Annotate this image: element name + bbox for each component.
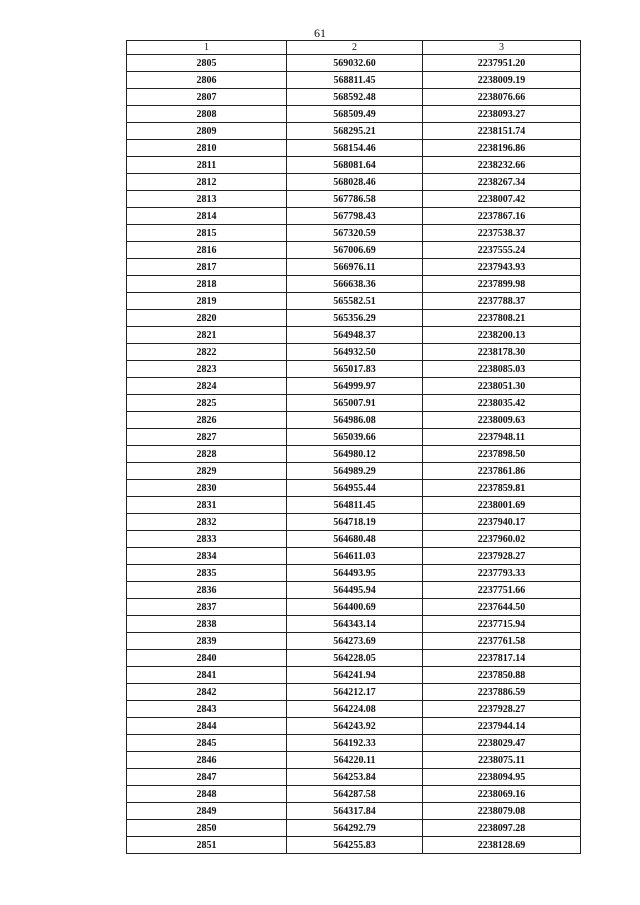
column-header-3: 3 xyxy=(423,41,581,55)
point-number-cell: 2848 xyxy=(127,786,287,803)
y-coordinate-cell: 2238007.42 xyxy=(423,191,581,208)
point-number-cell: 2832 xyxy=(127,514,287,531)
table-row xyxy=(127,565,581,582)
point-number-cell: 2821 xyxy=(127,327,287,344)
y-coordinate-cell: 2237960.02 xyxy=(423,531,581,548)
table-row xyxy=(127,378,581,395)
point-number-cell: 2815 xyxy=(127,225,287,242)
x-coordinate-cell: 564400.69 xyxy=(287,599,423,616)
point-number-cell: 2828 xyxy=(127,446,287,463)
point-number-cell: 2845 xyxy=(127,735,287,752)
y-coordinate-cell: 2238093.27 xyxy=(423,106,581,123)
table-row xyxy=(127,293,581,310)
point-number-cell: 2830 xyxy=(127,480,287,497)
point-number-cell: 2838 xyxy=(127,616,287,633)
y-coordinate-cell: 2237793.33 xyxy=(423,565,581,582)
y-coordinate-cell: 2237859.81 xyxy=(423,480,581,497)
x-coordinate-cell: 564718.19 xyxy=(287,514,423,531)
x-coordinate-cell: 565582.51 xyxy=(287,293,423,310)
table-row xyxy=(127,616,581,633)
header-row xyxy=(127,41,581,55)
point-number-cell: 2849 xyxy=(127,803,287,820)
x-coordinate-cell: 564955.44 xyxy=(287,480,423,497)
y-coordinate-cell: 2238001.69 xyxy=(423,497,581,514)
y-coordinate-cell: 2238009.19 xyxy=(423,72,581,89)
x-coordinate-cell: 564680.48 xyxy=(287,531,423,548)
y-coordinate-cell: 2237715.94 xyxy=(423,616,581,633)
x-coordinate-cell: 564493.95 xyxy=(287,565,423,582)
table-row xyxy=(127,429,581,446)
point-number-cell: 2808 xyxy=(127,106,287,123)
x-coordinate-cell: 564999.97 xyxy=(287,378,423,395)
point-number-cell: 2816 xyxy=(127,242,287,259)
y-coordinate-cell: 2238267.34 xyxy=(423,174,581,191)
y-coordinate-cell: 2238128.69 xyxy=(423,837,581,854)
table-row xyxy=(127,463,581,480)
y-coordinate-cell: 2237817.14 xyxy=(423,650,581,667)
page-number: 61 xyxy=(314,26,326,40)
point-number-cell: 2823 xyxy=(127,361,287,378)
point-number-cell: 2810 xyxy=(127,140,287,157)
x-coordinate-cell: 564292.79 xyxy=(287,820,423,837)
point-number-cell: 2835 xyxy=(127,565,287,582)
y-coordinate-cell: 2237928.27 xyxy=(423,701,581,718)
point-number-cell: 2829 xyxy=(127,463,287,480)
table-row xyxy=(127,718,581,735)
table-row xyxy=(127,208,581,225)
table-row xyxy=(127,633,581,650)
table-row xyxy=(127,174,581,191)
y-coordinate-cell: 2237555.24 xyxy=(423,242,581,259)
table-row xyxy=(127,72,581,89)
y-coordinate-cell: 2237788.37 xyxy=(423,293,581,310)
table-row xyxy=(127,786,581,803)
x-coordinate-cell: 567006.69 xyxy=(287,242,423,259)
table-row xyxy=(127,650,581,667)
point-number-cell: 2818 xyxy=(127,276,287,293)
y-coordinate-cell: 2238094.95 xyxy=(423,769,581,786)
point-number-cell: 2846 xyxy=(127,752,287,769)
x-coordinate-cell: 565017.83 xyxy=(287,361,423,378)
point-number-cell: 2836 xyxy=(127,582,287,599)
table-row xyxy=(127,412,581,429)
point-number-cell: 2817 xyxy=(127,259,287,276)
coordinates-table xyxy=(126,40,581,854)
x-coordinate-cell: 564986.08 xyxy=(287,412,423,429)
x-coordinate-cell: 564948.37 xyxy=(287,327,423,344)
table-row xyxy=(127,752,581,769)
table-row xyxy=(127,531,581,548)
point-number-cell: 2807 xyxy=(127,89,287,106)
point-number-cell: 2833 xyxy=(127,531,287,548)
table-row xyxy=(127,820,581,837)
x-coordinate-cell: 566976.11 xyxy=(287,259,423,276)
point-number-cell: 2806 xyxy=(127,72,287,89)
point-number-cell: 2851 xyxy=(127,837,287,854)
point-number-cell: 2850 xyxy=(127,820,287,837)
point-number-cell: 2813 xyxy=(127,191,287,208)
y-coordinate-cell: 2237751.66 xyxy=(423,582,581,599)
point-number-cell: 2841 xyxy=(127,667,287,684)
y-coordinate-cell: 2237951.20 xyxy=(423,55,581,72)
y-coordinate-cell: 2238079.08 xyxy=(423,803,581,820)
y-coordinate-cell: 2237867.16 xyxy=(423,208,581,225)
x-coordinate-cell: 566638.36 xyxy=(287,276,423,293)
y-coordinate-cell: 2237898.50 xyxy=(423,446,581,463)
y-coordinate-cell: 2237899.98 xyxy=(423,276,581,293)
y-coordinate-cell: 2237940.17 xyxy=(423,514,581,531)
x-coordinate-cell: 564989.29 xyxy=(287,463,423,480)
x-coordinate-cell: 564220.11 xyxy=(287,752,423,769)
x-coordinate-cell: 564811.45 xyxy=(287,497,423,514)
x-coordinate-cell: 568081.64 xyxy=(287,157,423,174)
point-number-cell: 2827 xyxy=(127,429,287,446)
point-number-cell: 2834 xyxy=(127,548,287,565)
y-coordinate-cell: 2237850.88 xyxy=(423,667,581,684)
point-number-cell: 2822 xyxy=(127,344,287,361)
y-coordinate-cell: 2237644.50 xyxy=(423,599,581,616)
table-row xyxy=(127,582,581,599)
y-coordinate-cell: 2238075.11 xyxy=(423,752,581,769)
point-number-cell: 2820 xyxy=(127,310,287,327)
y-coordinate-cell: 2238196.86 xyxy=(423,140,581,157)
point-number-cell: 2811 xyxy=(127,157,287,174)
y-coordinate-cell: 2238069.16 xyxy=(423,786,581,803)
x-coordinate-cell: 568509.49 xyxy=(287,106,423,123)
table-row xyxy=(127,701,581,718)
point-number-cell: 2825 xyxy=(127,395,287,412)
column-header-2: 2 xyxy=(287,41,423,55)
table-header xyxy=(127,41,581,55)
x-coordinate-cell: 568154.46 xyxy=(287,140,423,157)
x-coordinate-cell: 564932.50 xyxy=(287,344,423,361)
table-row xyxy=(127,735,581,752)
x-coordinate-cell: 567786.58 xyxy=(287,191,423,208)
table-row xyxy=(127,769,581,786)
table-row xyxy=(127,191,581,208)
y-coordinate-cell: 2238085.03 xyxy=(423,361,581,378)
x-coordinate-cell: 568295.21 xyxy=(287,123,423,140)
point-number-cell: 2819 xyxy=(127,293,287,310)
table-row xyxy=(127,276,581,293)
point-number-cell: 2844 xyxy=(127,718,287,735)
table-row xyxy=(127,344,581,361)
column-header-1: 1 xyxy=(127,41,287,55)
y-coordinate-cell: 2238178.30 xyxy=(423,344,581,361)
y-coordinate-cell: 2238200.13 xyxy=(423,327,581,344)
x-coordinate-cell: 564228.05 xyxy=(287,650,423,667)
point-number-cell: 2826 xyxy=(127,412,287,429)
table-row xyxy=(127,89,581,106)
x-coordinate-cell: 564317.84 xyxy=(287,803,423,820)
table-row xyxy=(127,497,581,514)
table-row xyxy=(127,548,581,565)
table-row xyxy=(127,803,581,820)
x-coordinate-cell: 565007.91 xyxy=(287,395,423,412)
x-coordinate-cell: 564255.83 xyxy=(287,837,423,854)
table-row xyxy=(127,684,581,701)
y-coordinate-cell: 2238029.47 xyxy=(423,735,581,752)
y-coordinate-cell: 2238232.66 xyxy=(423,157,581,174)
table-row xyxy=(127,259,581,276)
y-coordinate-cell: 2237886.59 xyxy=(423,684,581,701)
x-coordinate-cell: 564495.94 xyxy=(287,582,423,599)
y-coordinate-cell: 2238097.28 xyxy=(423,820,581,837)
x-coordinate-cell: 565356.29 xyxy=(287,310,423,327)
point-number-cell: 2809 xyxy=(127,123,287,140)
point-number-cell: 2805 xyxy=(127,55,287,72)
point-number-cell: 2831 xyxy=(127,497,287,514)
x-coordinate-cell: 569032.60 xyxy=(287,55,423,72)
table-row xyxy=(127,361,581,378)
x-coordinate-cell: 567798.43 xyxy=(287,208,423,225)
y-coordinate-cell: 2237808.21 xyxy=(423,310,581,327)
point-number-cell: 2812 xyxy=(127,174,287,191)
point-number-cell: 2840 xyxy=(127,650,287,667)
x-coordinate-cell: 564273.69 xyxy=(287,633,423,650)
y-coordinate-cell: 2237943.93 xyxy=(423,259,581,276)
table-row xyxy=(127,225,581,242)
y-coordinate-cell: 2237944.14 xyxy=(423,718,581,735)
point-number-cell: 2847 xyxy=(127,769,287,786)
x-coordinate-cell: 564980.12 xyxy=(287,446,423,463)
y-coordinate-cell: 2238151.74 xyxy=(423,123,581,140)
x-coordinate-cell: 567320.59 xyxy=(287,225,423,242)
table-row xyxy=(127,667,581,684)
table-row xyxy=(127,514,581,531)
table-row xyxy=(127,310,581,327)
table-row xyxy=(127,242,581,259)
y-coordinate-cell: 2237861.86 xyxy=(423,463,581,480)
table-row xyxy=(127,599,581,616)
x-coordinate-cell: 564224.08 xyxy=(287,701,423,718)
x-coordinate-cell: 564287.58 xyxy=(287,786,423,803)
point-number-cell: 2839 xyxy=(127,633,287,650)
point-number-cell: 2824 xyxy=(127,378,287,395)
y-coordinate-cell: 2238035.42 xyxy=(423,395,581,412)
table-row xyxy=(127,106,581,123)
table-row xyxy=(127,327,581,344)
point-number-cell: 2814 xyxy=(127,208,287,225)
y-coordinate-cell: 2237761.58 xyxy=(423,633,581,650)
y-coordinate-cell: 2237928.27 xyxy=(423,548,581,565)
point-number-cell: 2837 xyxy=(127,599,287,616)
x-coordinate-cell: 564611.03 xyxy=(287,548,423,565)
y-coordinate-cell: 2238009.63 xyxy=(423,412,581,429)
point-number-cell: 2842 xyxy=(127,684,287,701)
y-coordinate-cell: 2238076.66 xyxy=(423,89,581,106)
x-coordinate-cell: 568811.45 xyxy=(287,72,423,89)
table-row xyxy=(127,446,581,463)
point-number-cell: 2843 xyxy=(127,701,287,718)
table-row xyxy=(127,837,581,854)
table-row xyxy=(127,123,581,140)
x-coordinate-cell: 564253.84 xyxy=(287,769,423,786)
x-coordinate-cell: 564212.17 xyxy=(287,684,423,701)
x-coordinate-cell: 564192.33 xyxy=(287,735,423,752)
table-row xyxy=(127,55,581,72)
table-row xyxy=(127,140,581,157)
x-coordinate-cell: 568028.46 xyxy=(287,174,423,191)
x-coordinate-cell: 564241.94 xyxy=(287,667,423,684)
x-coordinate-cell: 565039.66 xyxy=(287,429,423,446)
y-coordinate-cell: 2238051.30 xyxy=(423,378,581,395)
table-body xyxy=(127,55,581,854)
table-row xyxy=(127,157,581,174)
table-row xyxy=(127,395,581,412)
y-coordinate-cell: 2237948.11 xyxy=(423,429,581,446)
x-coordinate-cell: 564343.14 xyxy=(287,616,423,633)
x-coordinate-cell: 564243.92 xyxy=(287,718,423,735)
table-row xyxy=(127,480,581,497)
x-coordinate-cell: 568592.48 xyxy=(287,89,423,106)
y-coordinate-cell: 2237538.37 xyxy=(423,225,581,242)
